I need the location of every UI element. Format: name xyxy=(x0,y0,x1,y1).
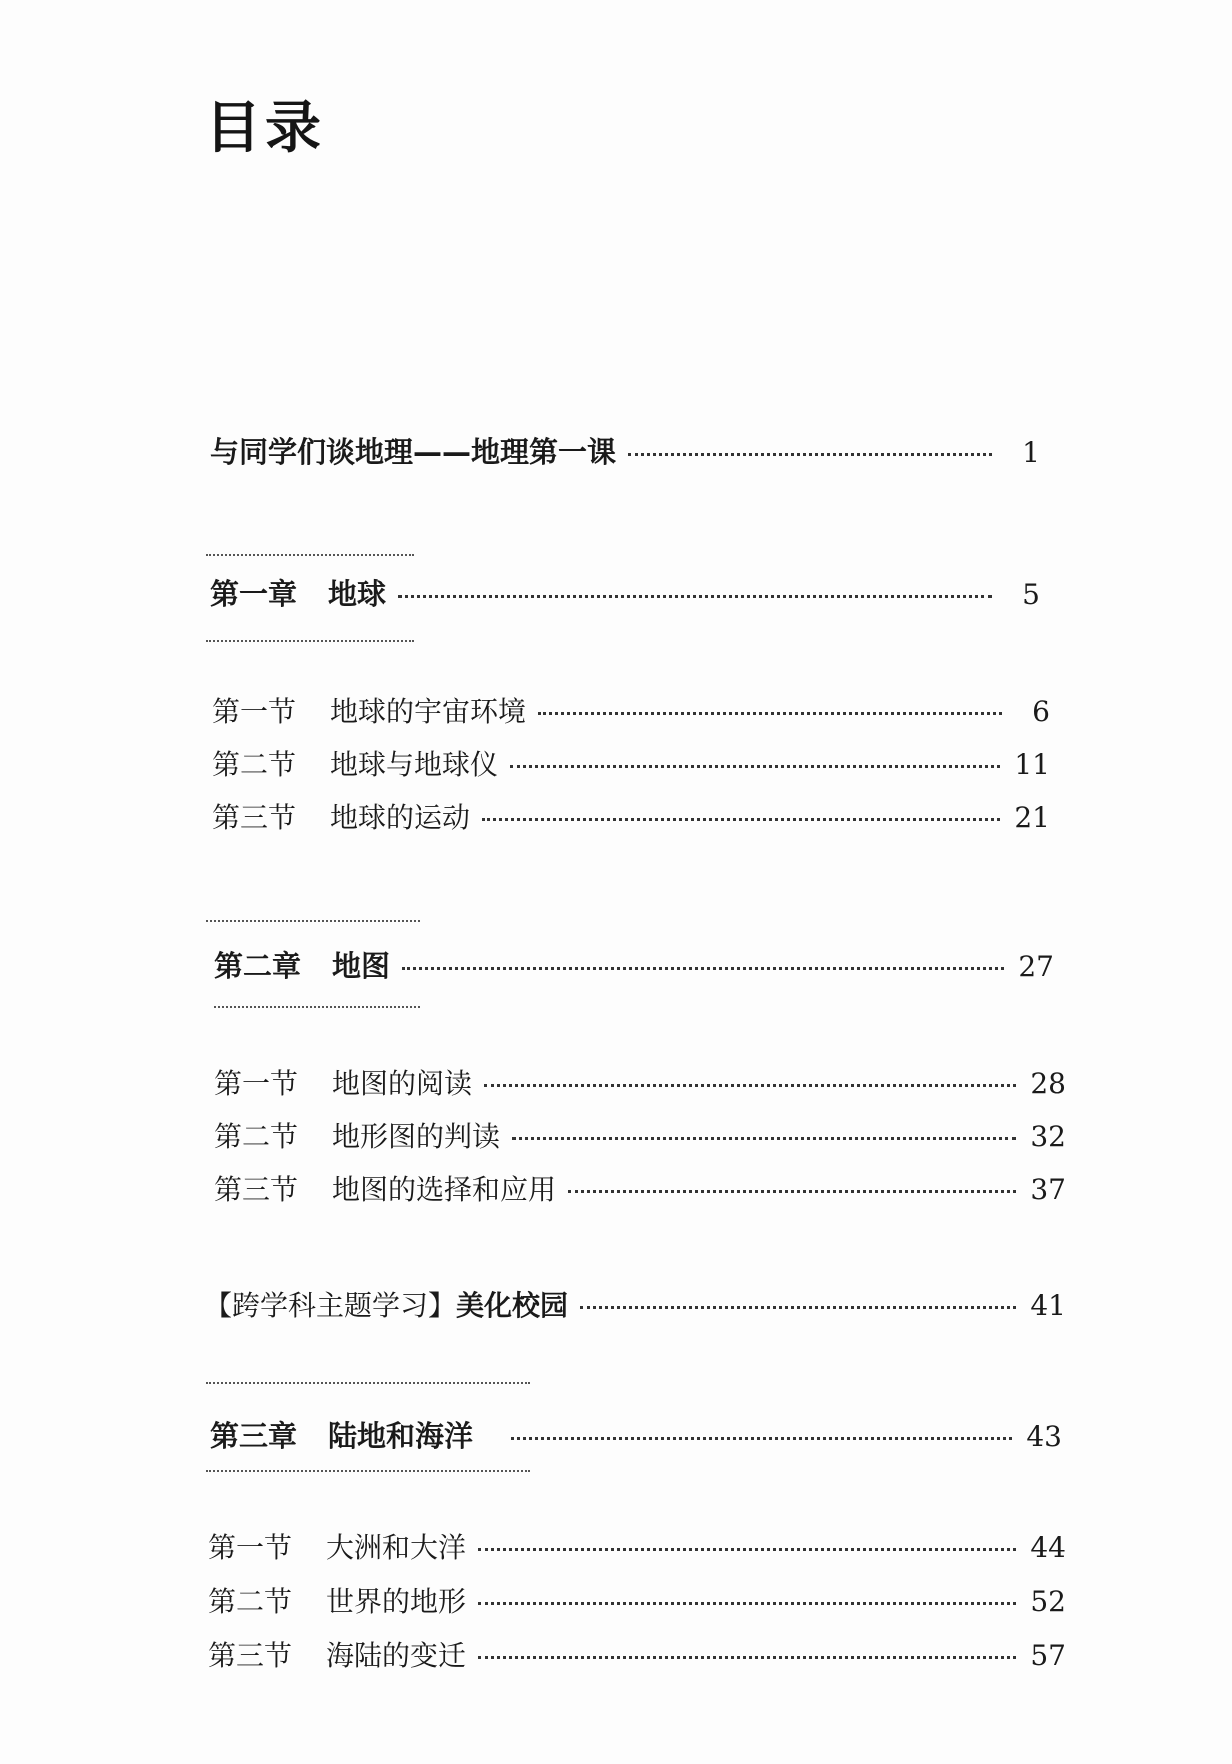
dot-leader xyxy=(510,765,1000,768)
dot-leader xyxy=(512,1137,1016,1140)
section-name: 海陆的变迁 xyxy=(326,1639,467,1672)
toc-section[interactable] xyxy=(214,1168,1066,1208)
dot-leader xyxy=(402,967,1004,970)
section-name: 地球与地球仪 xyxy=(330,748,499,781)
section-prefix: 第一节 xyxy=(214,1067,299,1100)
toc-entry-intro[interactable] xyxy=(210,430,1040,470)
chapter-prefix: 第一章 xyxy=(210,577,298,611)
chapter-label xyxy=(210,572,386,613)
page-number: 44 xyxy=(1030,1531,1066,1564)
dot-leader xyxy=(568,1190,1016,1193)
section-prefix: 第二节 xyxy=(208,1585,293,1618)
special-label xyxy=(204,1284,568,1324)
chapter-prefix: 第二章 xyxy=(214,949,302,983)
section-label xyxy=(208,1526,466,1566)
page-number: 1 xyxy=(1022,436,1040,469)
chapter-rule-bottom xyxy=(206,1470,530,1472)
chapter-name: 地球 xyxy=(328,577,387,611)
page-number: 52 xyxy=(1030,1585,1066,1618)
section-prefix: 第一节 xyxy=(208,1531,293,1564)
chapter-rule-bottom xyxy=(206,640,414,642)
toc-entry-special[interactable] xyxy=(204,1284,1066,1324)
dot-leader xyxy=(511,1437,1012,1440)
page-number: 11 xyxy=(1014,748,1050,781)
section-name: 地球的宇宙环境 xyxy=(330,695,527,728)
section-name: 地图的阅读 xyxy=(332,1067,473,1100)
section-prefix: 第二节 xyxy=(214,1120,299,1153)
toc-section[interactable] xyxy=(214,1062,1066,1102)
chapter-name: 陆地和海洋 xyxy=(328,1419,474,1453)
section-prefix: 第三节 xyxy=(214,1173,299,1206)
section-prefix: 第一节 xyxy=(212,695,297,728)
dot-leader xyxy=(482,818,1000,821)
toc-chapter-1[interactable] xyxy=(210,572,1040,612)
page-number: 27 xyxy=(1018,950,1054,983)
section-name: 地球的运动 xyxy=(330,801,471,834)
page-number: 21 xyxy=(1014,801,1050,834)
dot-leader xyxy=(398,595,992,598)
page-number: 5 xyxy=(1022,578,1040,611)
page-number: 28 xyxy=(1030,1067,1066,1100)
section-prefix: 第二节 xyxy=(212,748,297,781)
special-name: 美化校园 xyxy=(456,1289,569,1322)
section-prefix: 第三节 xyxy=(212,801,297,834)
page-number: 43 xyxy=(1026,1420,1062,1453)
section-label xyxy=(212,796,470,836)
toc-section[interactable] xyxy=(212,690,1050,730)
chapter-rule-bottom xyxy=(214,1006,420,1008)
dot-leader xyxy=(478,1602,1016,1605)
page-number: 57 xyxy=(1030,1639,1066,1672)
section-label xyxy=(208,1634,466,1674)
section-label xyxy=(214,1168,556,1208)
page-number: 41 xyxy=(1030,1289,1066,1322)
toc-section[interactable] xyxy=(208,1634,1066,1674)
section-label xyxy=(212,690,526,730)
section-name: 地形图的判读 xyxy=(332,1120,501,1153)
toc-entry-label: 与同学们谈地理——地理第一课 xyxy=(210,435,617,469)
chapter-rule-top xyxy=(206,920,420,922)
dot-leader xyxy=(580,1306,1016,1309)
chapter-prefix: 第三章 xyxy=(210,1419,298,1453)
toc-chapter-2[interactable] xyxy=(214,944,1054,984)
toc-section[interactable] xyxy=(208,1580,1066,1620)
section-name: 地图的选择和应用 xyxy=(332,1173,557,1206)
chapter-rule-top xyxy=(206,1382,530,1384)
page-number: 37 xyxy=(1030,1173,1066,1206)
toc-section[interactable] xyxy=(208,1526,1066,1566)
toc-section[interactable] xyxy=(214,1115,1066,1155)
section-label xyxy=(208,1580,466,1620)
dot-leader xyxy=(628,453,992,456)
dot-leader xyxy=(484,1084,1016,1087)
toc-section[interactable] xyxy=(212,796,1050,836)
dot-leader xyxy=(538,712,1002,715)
section-name: 世界的地形 xyxy=(326,1585,467,1618)
page-title: 目录 xyxy=(205,96,325,161)
page-number: 32 xyxy=(1030,1120,1066,1153)
toc-chapter-3[interactable] xyxy=(210,1414,1062,1454)
dot-leader xyxy=(478,1548,1016,1551)
chapter-rule-top xyxy=(206,554,414,556)
dot-leader xyxy=(478,1656,1016,1659)
special-bracket-title: 【跨学科主题学习】 xyxy=(204,1289,457,1322)
section-prefix: 第三节 xyxy=(208,1639,293,1672)
toc-section[interactable] xyxy=(212,743,1050,783)
page-number: 6 xyxy=(1032,695,1050,728)
section-name: 大洲和大洋 xyxy=(326,1531,467,1564)
chapter-label xyxy=(210,1414,473,1455)
section-label xyxy=(212,743,498,783)
chapter-name: 地图 xyxy=(332,949,391,983)
section-label xyxy=(214,1115,500,1155)
section-label xyxy=(214,1062,472,1102)
chapter-label xyxy=(214,944,390,985)
